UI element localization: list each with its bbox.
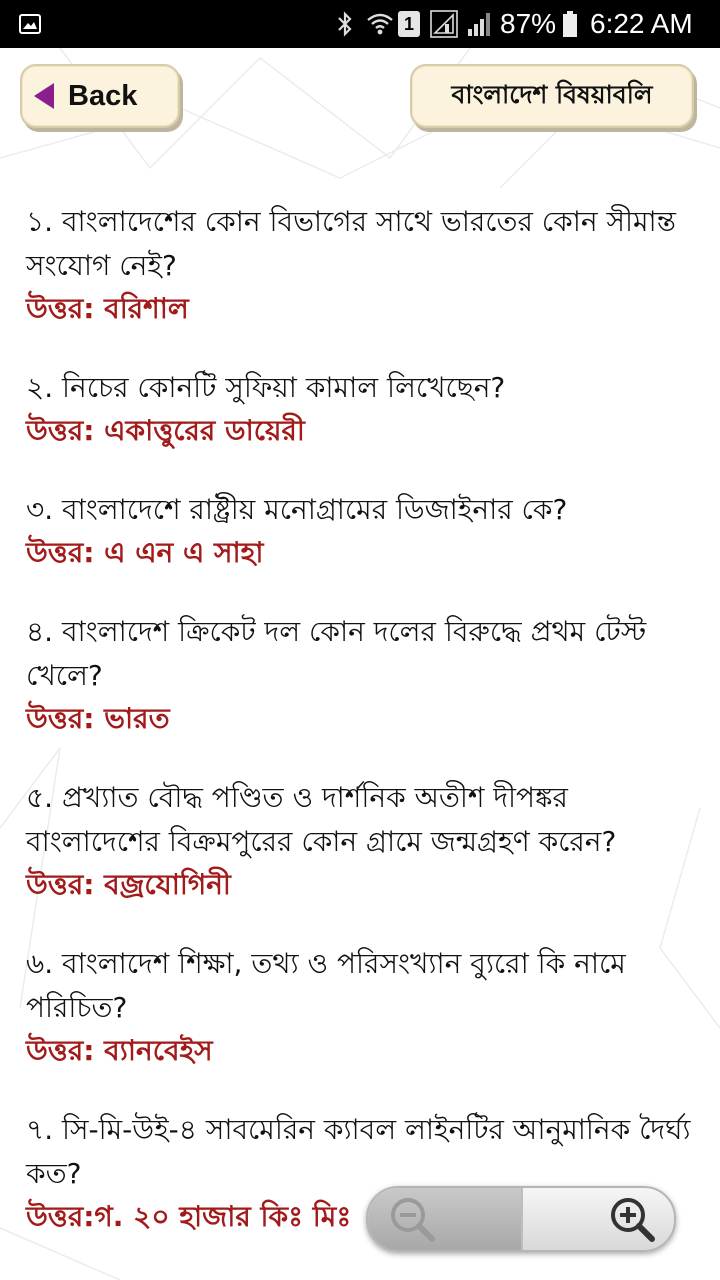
battery-icon — [562, 0, 578, 48]
zoom-controls — [366, 1186, 676, 1252]
sim1-icon — [398, 0, 420, 48]
question-text: ৬. বাংলাদেশ শিক্ষা, তথ্য ও পরিসংখ্যান ব্যুরো কি নামে পরিচিত? — [26, 947, 626, 1024]
wifi-icon — [366, 0, 394, 48]
answer-text: উত্তর: একাত্তুরের ডায়েরী — [26, 414, 305, 447]
question-item — [26, 200, 694, 330]
zoom-in-button[interactable] — [521, 1188, 674, 1250]
answer-text: উত্তর: এ এন এ সাহা — [26, 536, 264, 569]
back-button-label: Back — [68, 79, 138, 112]
question-list — [26, 200, 694, 1274]
question-text: ৩. বাংলাদেশে রাষ্ট্রীয় মনোগ্রামের ডিজাইনার কে? — [26, 493, 568, 526]
answer-text: উত্তর: বরিশাল — [26, 292, 189, 325]
answer-text: উত্তর:গ. ২০ হাজার কিঃ মিঃ — [26, 1200, 352, 1233]
toolbar — [0, 48, 720, 158]
back-arrow-icon — [34, 83, 54, 109]
signal-icon — [430, 0, 458, 48]
back-button[interactable] — [20, 64, 180, 128]
question-text: ৪. বাংলাদেশ ক্রিকেট দল কোন দলের বিরুদ্ধে প্রথম টেস্ট খেলে? — [26, 615, 647, 692]
clock: 6:22 AM — [590, 8, 693, 39]
gallery-notification-icon — [18, 0, 42, 48]
signal-icon — [466, 0, 494, 48]
zoom-out-icon — [386, 1193, 438, 1245]
battery-percent: 87% — [500, 8, 557, 39]
zoom-in-icon — [606, 1193, 658, 1245]
question-text: ১. বাংলাদেশের কোন বিভাগের সাথে ভারতের কোন সীমান্ত সংযোগ নেই? — [26, 205, 676, 282]
status-bar — [0, 0, 720, 48]
question-text: ৭. সি-মি-উই-৪ সাবমেরিন ক্যাবল লাইনটির আনুমানিক দৈর্ঘ্য কত? — [26, 1113, 691, 1190]
sim-number: 1 — [403, 13, 414, 34]
question-text: ২. নিচের কোনটি সুফিয়া কামাল লিখেছেন? — [26, 371, 506, 404]
category-title: বাংলাদেশ বিষয়াবলি — [451, 79, 653, 109]
question-item — [26, 776, 694, 906]
category-title-button[interactable] — [410, 64, 694, 128]
question-item — [26, 942, 694, 1072]
bluetooth-icon — [334, 0, 356, 48]
answer-text: উত্তর: বজ্রযোগিনী — [26, 868, 231, 901]
answer-text: উত্তর: ভারত — [26, 702, 170, 735]
question-item — [26, 488, 694, 574]
zoom-out-button[interactable] — [368, 1188, 521, 1250]
question-item — [26, 366, 694, 452]
question-text: ৫. প্রখ্যাত বৌদ্ধ পণ্ডিত ও দার্শনিক অতীশ দীপঙ্কর বাংলাদেশের বিক্রমপুরের কোন গ্রামে জন্মগ্রহণ করেন? — [26, 781, 617, 858]
question-item — [26, 610, 694, 740]
answer-text: উত্তর: ব্যানবেইস — [26, 1034, 213, 1067]
